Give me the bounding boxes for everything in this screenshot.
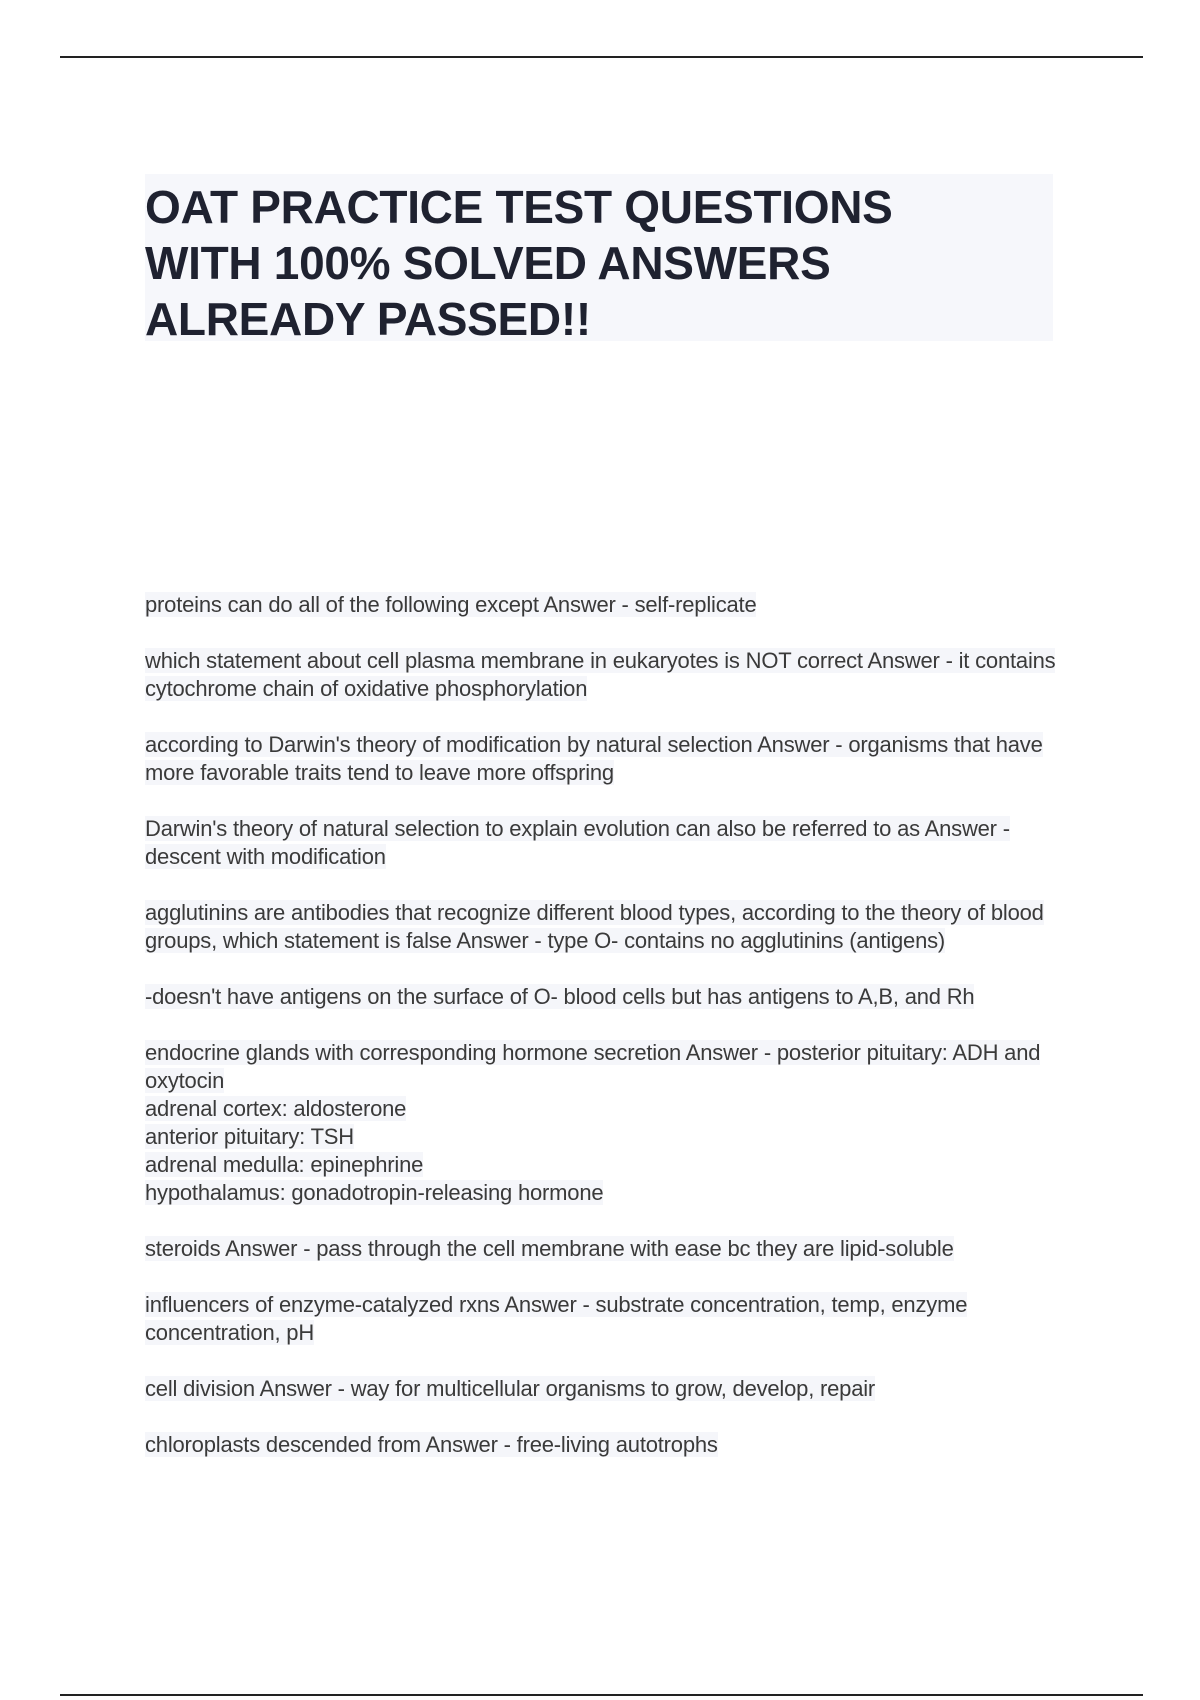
qa-text: -doesn't have antigens on the surface of O- blood cells but has antigens to A,B, and Rh [145, 984, 975, 1009]
qa-item [145, 1039, 1065, 1207]
qa-item [145, 815, 1065, 871]
qa-text: steroids Answer - pass through the cell membrane with ease bc they are lipid-soluble [145, 1236, 954, 1261]
qa-text: Darwin's theory of natural selection to explain evolution can also be referred to as Answer - descent with modification [145, 816, 1010, 869]
qa-item [145, 899, 1065, 955]
qa-item [145, 731, 1065, 787]
title-block [145, 174, 1053, 345]
header-rule [60, 56, 1143, 58]
qa-item [145, 1235, 1065, 1263]
document-title: OAT PRACTICE TEST QUESTIONS WITH 100% SOLVED ANSWERS ALREADY PASSED!! [145, 181, 893, 345]
qa-list [145, 591, 1065, 1487]
qa-item [145, 1291, 1065, 1347]
qa-item [145, 591, 1065, 619]
qa-text: proteins can do all of the following except Answer - self-replicate [145, 592, 757, 617]
qa-text: agglutinins are antibodies that recognize different blood types, according to the theory of blood groups, which statement is false Answer - type O- contains no agglutinins (antigens) [145, 900, 1044, 953]
qa-item [145, 647, 1065, 703]
qa-text: chloroplasts descended from Answer - free-living autotrophs [145, 1432, 718, 1457]
qa-text: cell division Answer - way for multicellular organisms to grow, develop, repair [145, 1376, 876, 1401]
qa-text: endocrine glands with corresponding hormone secretion Answer - posterior pituitary: ADH and oxytocin adrenal cortex: aldosterone anterior pituitary: TSH adrenal medulla: epinephrine hypothalamus: gonadotropin-releasing hormone [145, 1040, 1041, 1205]
qa-item [145, 1431, 1065, 1459]
qa-item [145, 983, 1065, 1011]
qa-text: which statement about cell plasma membrane in eukaryotes is NOT correct Answer - it contains cytochrome chain of oxidative phosphorylation [145, 648, 1056, 701]
qa-item [145, 1375, 1065, 1403]
qa-text: influencers of enzyme-catalyzed rxns Answer - substrate concentration, temp, enzyme concentration, pH [145, 1292, 968, 1345]
footer-rule [60, 1694, 1143, 1696]
qa-text: according to Darwin's theory of modification by natural selection Answer - organisms that have more favorable traits tend to leave more offspring [145, 732, 1043, 785]
